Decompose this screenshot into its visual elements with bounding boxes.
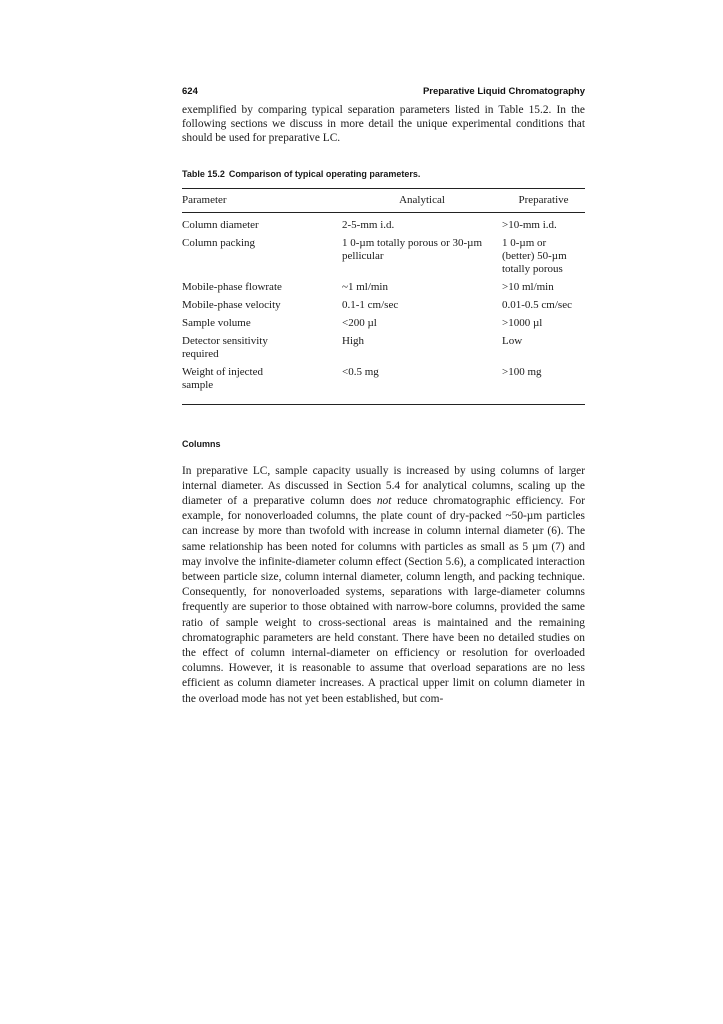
table-cell: <0.5 mg — [342, 366, 502, 405]
column-header-preparative: Preparative — [502, 188, 585, 212]
table-row — [182, 299, 585, 317]
table-caption — [182, 169, 585, 179]
table-cell: Column diameter — [182, 218, 259, 231]
table-cell: High — [342, 334, 364, 347]
intro-paragraph: exemplified by comparing typical separation parameters listed in Table 15.2. In the following sections we discuss in more detail the unique experimental conditions that should be used for preparative LC. — [182, 104, 585, 145]
table-cell: 0.1-1 cm/sec — [342, 298, 399, 311]
table-cell: Detector sensitivity required — [182, 334, 268, 360]
table-cell: Weight of injected sample — [182, 366, 342, 405]
table-cell: Low — [502, 334, 523, 347]
table-cell: >100 mg — [502, 366, 585, 405]
table-cell: Column packing — [182, 236, 256, 249]
column-header-parameter: Parameter — [182, 188, 342, 212]
table-header-row — [182, 188, 585, 212]
table-cell: Sample volume — [182, 316, 251, 329]
table-row — [182, 335, 585, 366]
table-row — [182, 212, 585, 237]
table-cell: >1000 µl — [502, 316, 543, 329]
table-row — [182, 366, 585, 405]
table-cell: ~1 ml/min — [342, 280, 388, 293]
body-text-emphasis: not — [376, 495, 392, 508]
running-title: Preparative Liquid Chromatography — [422, 86, 585, 97]
table-row — [182, 281, 585, 299]
table-row — [182, 317, 585, 335]
table-cell: <200 µl — [342, 316, 377, 329]
section-heading: Columns — [182, 438, 221, 449]
document-page — [182, 86, 585, 707]
table-cell: Mobile-phase flowrate — [182, 280, 282, 293]
parameters-table — [182, 188, 585, 405]
table-cell: 2-5-mm i.d. — [342, 218, 395, 231]
table-label: Table 15.2 — [182, 168, 225, 179]
body-paragraph — [182, 464, 585, 707]
table-title: Comparison of typical operating parameters. — [228, 168, 421, 179]
table-cell: >10-mm i.d. — [502, 218, 557, 231]
running-header — [182, 86, 585, 97]
column-header-analytical: Analytical — [342, 188, 502, 212]
table-cell: 0.01-0.5 cm/sec — [502, 298, 572, 311]
table-cell: 1 0-µm or (better) 50-µm totally porous — [502, 236, 567, 275]
table-cell: 1 0-µm totally porous or 30-µm pellicular — [342, 236, 483, 262]
table-row — [182, 237, 585, 281]
body-text-part: In preparative LC, sample capacity usually is increased by using columns of larger internal diameter. As discussed in Section 5.4 for analytical columns, scaling up the diameter of a preparative column does — [182, 464, 585, 508]
table-cell: >10 ml/min — [502, 280, 554, 293]
page-number: 624 — [182, 86, 198, 97]
table-cell: Mobile-phase velocity — [182, 298, 281, 311]
body-text-part: reduce chromatographic efficiency. For example, for nonoverloaded columns, the plate count of dry-packed ~50-µm particles can increase by more than twofold with increase in column internal diameter (6). The same relationship has been noted for columns with particles as small as 5 µm (7) and may involve the infinite-diameter column effect (Section 5.6), a complicated interaction between particle size, column internal diameter, column length, and packing technique. Consequently, for nonoverloaded systems, separations with large-diameter columns frequently are superior to those obtained with narrow-bore columns, provided the same ratio of sample weight to cross-sectional areas is maintained and the remaining chromatographic parameters are held constant. There have been no detailed studies on the effect of column internal-diameter on efficiency or resolution for overloaded columns. However, it is reasonable to assume that overload separations are no less efficient as column diameter increases. A practical upper limit on column diameter in the overload mode has not yet been established, but com- — [182, 495, 585, 705]
